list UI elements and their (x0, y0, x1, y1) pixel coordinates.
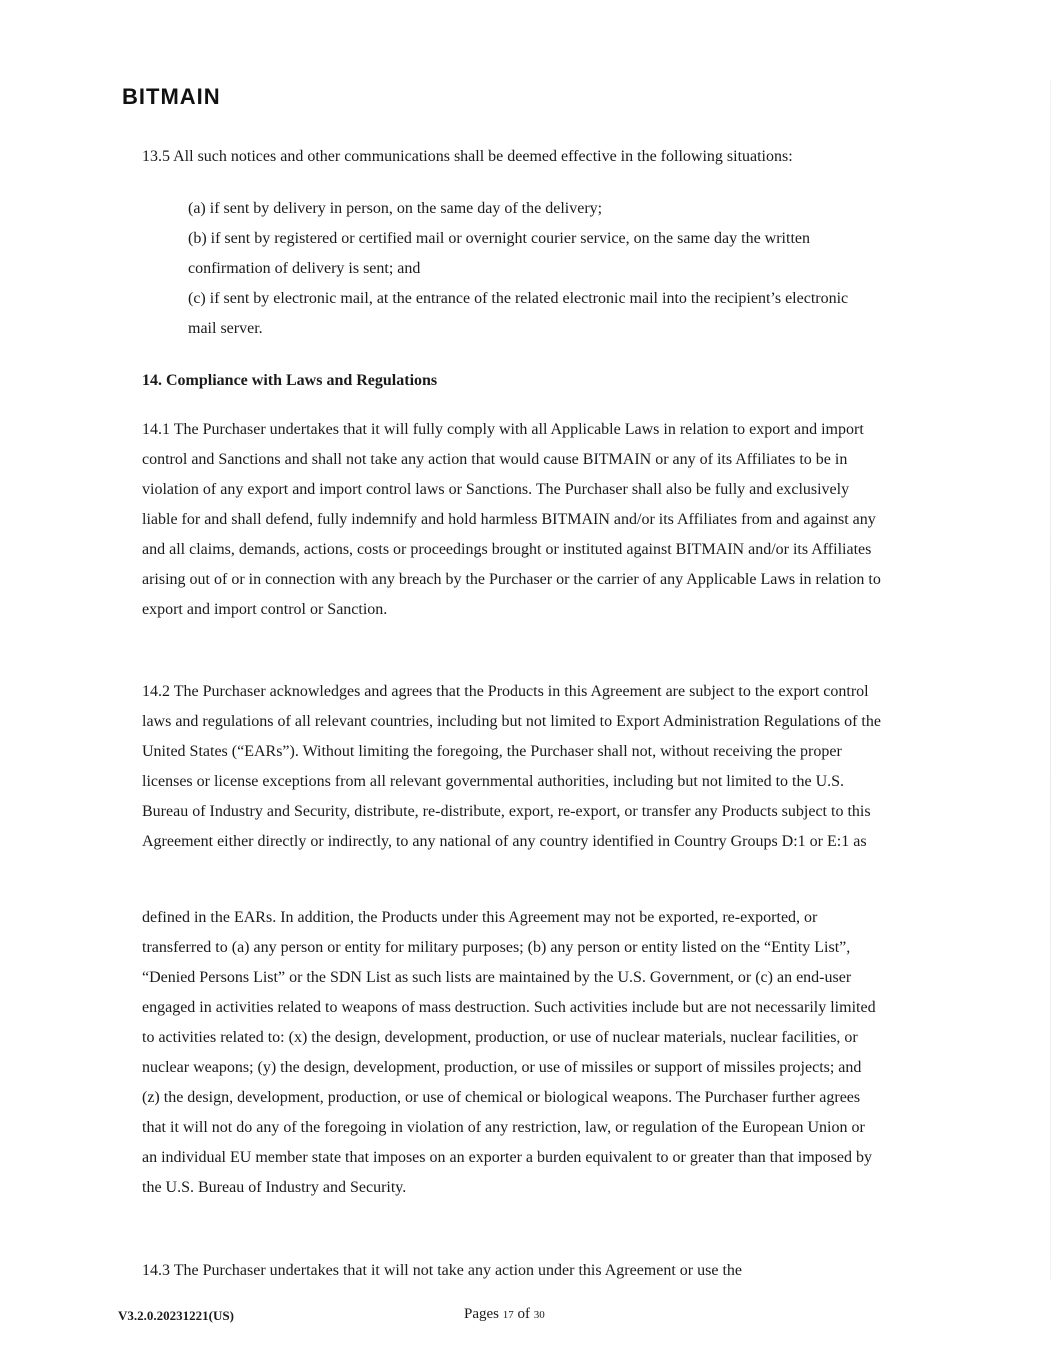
clause-14-2-part-1: 14.2 The Purchaser acknowledges and agrees that the Products in this Agreement are subject to the export control laws and regulations of all relevant countries, including but not limited to Export Administration Regulations of the United States (“EARs”). Without limiting the foregoing, the Purchaser shall not, without receiving the proper licenses or license exceptions from all relevant governmental authorities, including but not limited to the U.S. Bureau of Industry and Security, distribute, re-distribute, export, re-export, or transfer any Products subject to this Agreement either directly or indirectly, to any national of any country identified in Country Groups D:1 or E:1 as (142, 683, 881, 850)
clause-14-3: 14.3 The Purchaser undertakes that it will not take any action under this Agreement or use the (142, 1262, 742, 1279)
current-page: 17 (502, 1309, 514, 1321)
clause-13-5-intro: 13.5 All such notices and other communications shall be deemed effective in the following situations: (142, 148, 793, 165)
section-14-heading: 14. Compliance with Laws and Regulations (142, 372, 438, 389)
document-version: V3.2.0.20231221(US) (118, 1308, 234, 1323)
clause-13-5-item-b: (b) if sent by registered or certified mail or overnight courier service, on the same day the written confirmation of delivery is sent; and (188, 230, 810, 277)
clause-13-5-item-a: (a) if sent by delivery in person, on the same day of the delivery; (188, 200, 603, 217)
clause-14-1: 14.1 The Purchaser undertakes that it will fully comply with all Applicable Laws in relation to export and import control and Sanctions and shall not take any action that would cause BITMAIN or any of its Affiliates to be in violation of any export and import control laws or Sanctions. The Purchaser shall also be fully and exclusively liable for and shall defend, fully indemnify and hold harmless BITMAIN and/or its Affiliates from and against any and all claims, demands, actions, costs or proceedings brought or instituted against BITMAIN and/or its Affiliates arising out of or in connection with any breach by the Purchaser or the carrier of any Applicable Laws in relation to export and import control or Sanction. (142, 421, 881, 618)
page-number (464, 1306, 545, 1323)
bitmain-logo: BITMAIN (122, 84, 221, 109)
of-label: of (517, 1306, 530, 1322)
total-pages: 30 (533, 1309, 545, 1321)
pages-label: Pages (464, 1306, 499, 1322)
clause-13-5-item-c: (c) if sent by electronic mail, at the entrance of the related electronic mail into the recipient’s electronic mail server. (188, 290, 849, 337)
scan-edge (1050, 80, 1051, 1280)
clause-14-2-part-2: defined in the EARs. In addition, the Products under this Agreement may not be exported, re-exported, or transferred to (a) any person or entity for military purposes; (b) any person or entity listed on the “Entity List”, “Denied Persons List” or the SDN List as such lists are maintained by the U.S. Government, or (c) an end-user engaged in activities related to weapons of mass destruction. Such activities include but are not necessarily limited to activities related to: (x) the design, development, production, or use of nuclear materials, nuclear facilities, or nuclear weapons; (y) the design, development, production, or use of missiles or support of missiles projects; and (z) the design, development, production, or use of chemical or biological weapons. The Purchaser further agrees that it will not do any of the foregoing in violation of any restriction, law, or regulation of the European Union or an individual EU member state that imposes on an exporter a burden equivalent to or greater than that imposed by the U.S. Bureau of Industry and Security. (142, 909, 876, 1196)
